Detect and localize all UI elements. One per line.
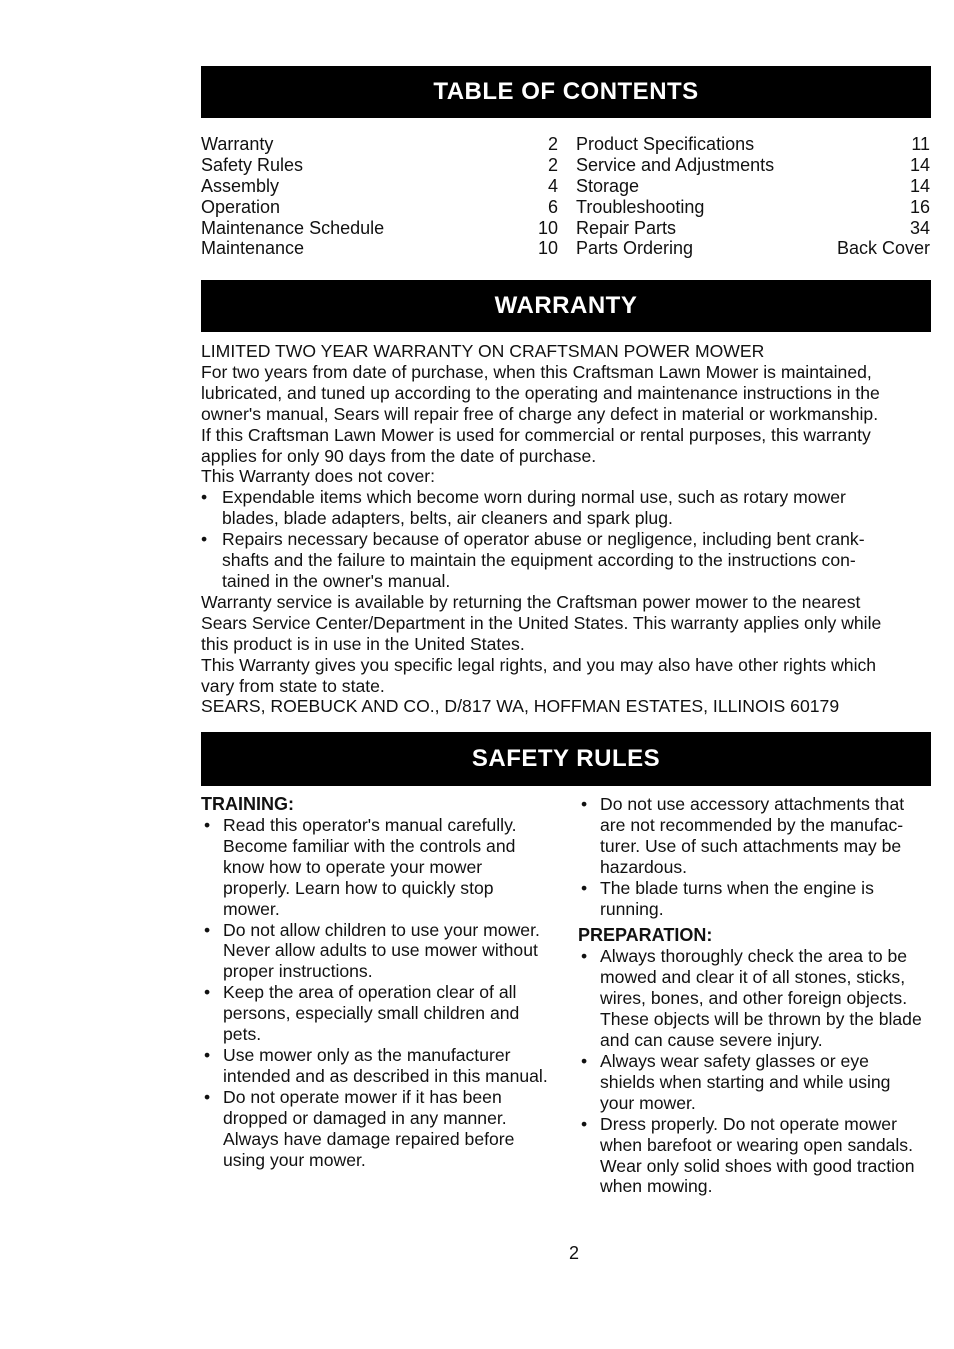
- list-item: [201, 815, 561, 920]
- list-item-line: dropped or damaged in any manner.: [223, 1107, 507, 1128]
- list-item-line: • Dress properly. Do not operate mower: [600, 1113, 897, 1134]
- warranty-text-line: If this Craftsman Lawn Mower is used for commercial or rental purposes, this warranty: [201, 424, 871, 445]
- toc-entry-page: 4: [547, 175, 558, 196]
- warranty-text-line: This Warranty gives you specific legal rights, and you may also have other rights which: [201, 654, 877, 675]
- page-number: 2: [568, 1243, 579, 1263]
- toc-entry-name: Troubleshooting: [576, 196, 705, 217]
- toc-entry-page: 34: [909, 217, 930, 238]
- toc-left-pages: [520, 134, 558, 259]
- warranty-text-line: owner's manual, Sears will repair free of charge any defect in material or workmanship.: [201, 403, 879, 424]
- list-item-line: • Always wear safety glasses or eye: [600, 1050, 869, 1071]
- list-item-line: using your mower.: [223, 1149, 366, 1170]
- list-item-line: mowed and clear it of all stones, sticks,: [600, 967, 906, 988]
- list-item-line: persons, especially small children and: [223, 1003, 520, 1024]
- list-item-line: Become familiar with the controls and: [223, 835, 516, 856]
- toc-left-entries: [201, 134, 521, 259]
- toc-entry-name: Operation: [201, 196, 281, 217]
- toc-entry-name: Repair Parts: [576, 217, 677, 238]
- toc-entry-page: Back Cover: [836, 238, 930, 259]
- list-item: [578, 794, 934, 878]
- toc-entry-page: 16: [909, 196, 930, 217]
- toc-title: TABLE OF CONTENTS: [433, 78, 699, 105]
- list-item-line: Wear only solid shoes with good traction: [600, 1155, 915, 1176]
- warranty-bullet-line: shafts and the failure to maintain the equipment according to the instructions con-: [222, 550, 856, 571]
- list-item-line: when barefoot or wearing open sandals.: [600, 1134, 913, 1155]
- toc-entry-page: 11: [911, 134, 930, 154]
- list-item-line: mower.: [223, 898, 280, 919]
- training-list: [201, 815, 561, 1170]
- toc-entry-page: 2: [547, 134, 558, 154]
- toc-entry-name: Storage: [576, 175, 640, 196]
- toc-entry-name: Maintenance Schedule: [201, 217, 385, 238]
- list-item: [578, 1051, 934, 1114]
- toc-entry-name: Maintenance: [201, 238, 305, 259]
- list-item-line: • The blade turns when the engine is: [600, 877, 874, 898]
- warranty-heading: LIMITED TWO YEAR WARRANTY ON CRAFTSMAN POWER MOWER: [201, 341, 765, 361]
- list-item-line: • Always thoroughly check the area to be: [600, 946, 908, 967]
- list-item-line: turer. Use of such attachments may be: [600, 835, 902, 856]
- toc-header-bar: [201, 66, 931, 118]
- list-item: [201, 1087, 561, 1171]
- warranty-text-line: lubricated, and tuned up according to the operating and maintenance instructions in the: [201, 382, 880, 403]
- warranty-bullet-line: tained in the owner's manual.: [222, 570, 451, 591]
- toc-entry-name: Service and Adjustments: [576, 154, 775, 175]
- toc-right-pages: [800, 134, 930, 259]
- toc-entry-name: Warranty: [201, 134, 274, 154]
- list-item-line: proper instructions.: [223, 961, 373, 982]
- warranty-text-line: vary from state to state.: [201, 675, 385, 696]
- list-item-line: These objects will be thrown by the blade: [600, 1009, 922, 1030]
- toc-entry-page: 14: [909, 175, 930, 196]
- toc-entry-name: Safety Rules: [201, 154, 304, 175]
- preparation-list: [578, 946, 934, 1197]
- toc-right-entries: [576, 134, 836, 259]
- warranty-address: SEARS, ROEBUCK AND CO., D/817 WA, HOFFMAN ESTATES, ILLINOIS 60179: [201, 696, 840, 717]
- safety-right-column: [578, 794, 934, 1197]
- list-item-line: hazardous.: [600, 856, 688, 877]
- list-item-line: your mower.: [600, 1092, 696, 1113]
- list-item-line: wires, bones, and other foreign objects.: [600, 988, 908, 1009]
- toc-entry-page: 2: [547, 154, 558, 175]
- list-item-line: • Keep the area of operation clear of all: [223, 982, 517, 1003]
- safety-left-column: [201, 794, 561, 1170]
- list-item-line: • Do not operate mower if it has been: [223, 1086, 502, 1107]
- list-item-line: pets.: [223, 1024, 262, 1045]
- training-heading: TRAINING:: [201, 794, 294, 814]
- list-item-line: know how to operate your mower: [223, 856, 483, 877]
- warranty-text-line: this product is in use in the United States.: [201, 633, 525, 654]
- warranty-text-line: For two years from date of purchase, when this Craftsman Lawn Mower is maintained,: [201, 361, 872, 382]
- toc-entry-page: 6: [547, 196, 558, 217]
- list-item-line: shields when starting and while using: [600, 1071, 891, 1092]
- list-item: [201, 1045, 561, 1087]
- list-item-line: running.: [600, 898, 664, 919]
- warranty-not-cover: This Warranty does not cover:: [201, 466, 436, 487]
- list-item: [201, 982, 561, 1045]
- list-item-line: • Do not allow children to use your mower.: [223, 919, 540, 940]
- warranty-bullet-line: blades, blade adapters, belts, air cleaners and spark plug.: [222, 508, 673, 529]
- safety-header-bar: [201, 732, 931, 786]
- toc-entry-name: Parts Ordering: [576, 238, 694, 259]
- list-item: [201, 920, 561, 983]
- list-item: [578, 1114, 934, 1198]
- list-item-line: when mowing.: [600, 1176, 713, 1197]
- warranty-title: WARRANTY: [494, 292, 638, 319]
- warranty-header-bar: [201, 280, 931, 332]
- warranty-bullet-line: • Repairs necessary because of operator abuse or negligence, including bent crank-: [201, 529, 931, 550]
- list-item-line: • Use mower only as the manufacturer: [223, 1044, 511, 1065]
- list-item-line: properly. Learn how to quickly stop: [223, 877, 494, 898]
- toc-entry-page: 10: [537, 217, 558, 238]
- toc-entry-name: Product Specifications: [576, 134, 755, 154]
- list-item-line: • Read this operator's manual carefully.: [223, 815, 517, 835]
- list-item-line: Never allow adults to use mower without: [223, 940, 538, 961]
- list-item-line: and can cause severe injury.: [600, 1030, 823, 1051]
- safety-title: SAFETY RULES: [471, 745, 661, 772]
- toc-entry-page: 14: [909, 154, 930, 175]
- list-item-line: • Do not use accessory attachments that: [600, 794, 905, 814]
- list-item-line: intended and as described in this manual.: [223, 1065, 548, 1086]
- toc-entry-page: 10: [537, 238, 558, 259]
- list-item: [578, 878, 934, 920]
- toc-entry-name: Assembly: [201, 175, 280, 196]
- list-item-line: are not recommended by the manufac-: [600, 814, 904, 835]
- list-item-line: Always have damage repaired before: [223, 1128, 515, 1149]
- warranty-text-line: Warranty service is available by returning the Craftsman power mower to the nearest: [201, 591, 861, 612]
- preparation-heading: PREPARATION:: [578, 925, 713, 946]
- warranty-text-line: applies for only 90 days from the date of purchase.: [201, 445, 597, 466]
- warranty-body: [201, 341, 931, 717]
- warranty-bullet-line: • Expendable items which become worn during normal use, such as rotary mower: [201, 487, 931, 508]
- training-list-continued: [578, 794, 934, 919]
- list-item: [578, 946, 934, 1051]
- warranty-text-line: Sears Service Center/Department in the United States. This warranty applies only while: [201, 612, 882, 633]
